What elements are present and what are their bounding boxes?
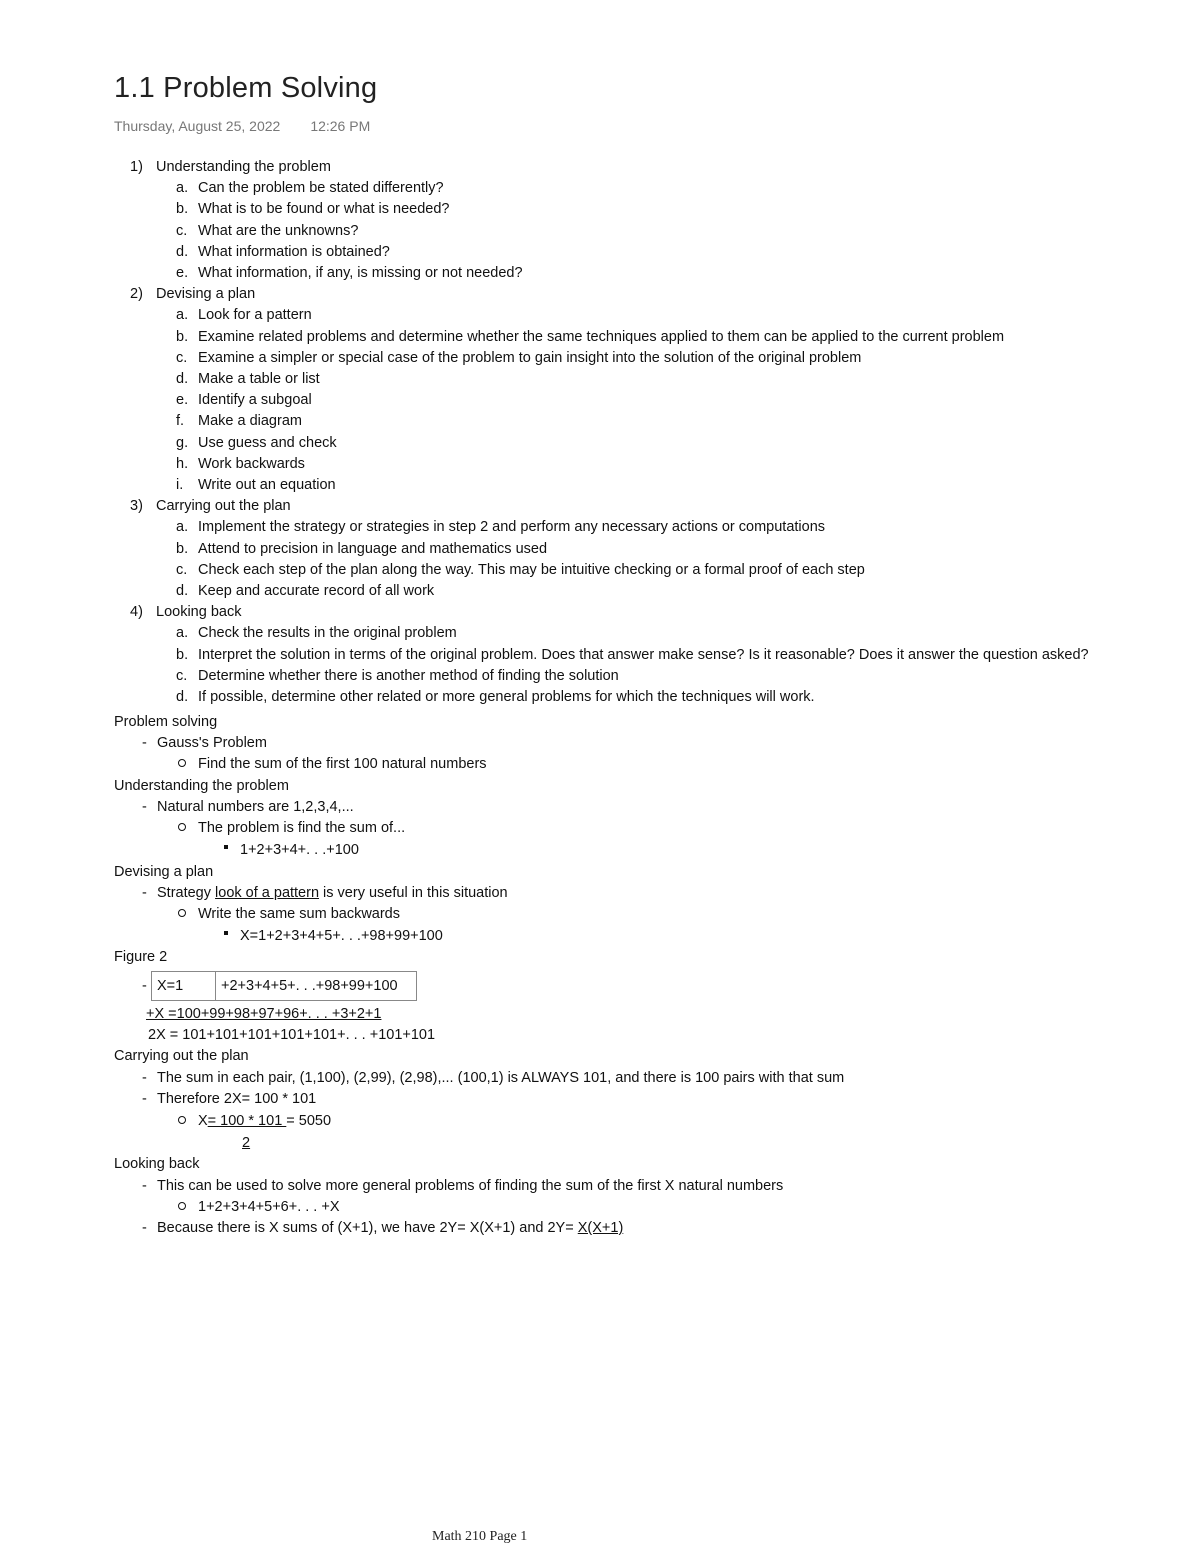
list-item [176,306,312,325]
list-item: - Natural numbers are 1,2,3,4,... [142,799,354,815]
page-time: 12:26 PM [310,118,371,134]
figure-sum-line: +X =100+99+98+97+96+. . . +3+2+1 [146,1006,382,1022]
list-item [176,582,434,601]
item-letter: c. [176,667,188,684]
item-letter: h. [176,455,189,472]
item-text: Make a table or list [198,371,320,387]
list-item: Write the same sum backwards [178,905,400,924]
list-item: - Gauss's Problem [142,735,267,751]
item-letter: a. [176,307,189,324]
circle-bullet-icon [178,1202,186,1210]
list-item [176,646,1089,665]
item-text: Keep and accurate record of all work [198,583,435,599]
item-text: What is to be found or what is needed? [198,201,450,218]
list-item [176,476,336,495]
list-item [176,179,444,198]
item-letter: i. [176,477,184,493]
list-item [176,455,305,474]
step-heading [130,603,241,622]
list-item [176,540,547,559]
item-text: What information, if any, is missing or not needed? [198,265,523,281]
item-text: Interpret the solution in terms of the original problem. Does that answer make sense? Is it reasonable? Does it answer the question asked? [198,646,1089,663]
item-text: What information is obtained? [198,243,390,260]
item-letter: c. [176,561,188,578]
item-text: Examine related problems and determine whether the same techniques applied to them can be applied to the current problem [198,328,1005,345]
item-text: Identify a subgoal [198,392,312,409]
item-letter: e. [176,392,189,409]
heading-devising: Devising a plan [114,864,214,880]
list-item [176,688,815,707]
circle-bullet-icon [178,759,186,767]
item-text: What are the unknowns? [198,222,359,239]
figure-total-line: 2X = 101+101+101+101+101+. . . +101+101 [148,1027,436,1043]
list-item: The problem is find the sum of... [178,819,405,838]
item-letter: c. [176,222,188,239]
step-heading [130,497,291,516]
item-text: Examine a simpler or special case of the problem to gain insight into the solution of the original problem [198,349,862,366]
step-number: 3) [130,498,143,515]
step-label: Understanding the problem [156,159,331,175]
item-letter: b. [176,201,189,218]
page-title: 1.1 Problem Solving [114,72,378,104]
square-bullet-icon [224,931,228,935]
item-letter: d. [176,583,189,599]
item-letter: c. [176,349,188,366]
figure-dash: - [142,978,147,994]
step-number: 1) [130,159,143,175]
step-heading [130,285,255,304]
item-text: Attend to precision in language and mathematics used [198,540,548,557]
item-letter: a. [176,180,189,197]
item-text: Check each step of the plan along the way. This may be intuitive checking or a formal proof of each step [198,561,865,578]
heading-figure: Figure 2 [114,949,168,965]
list-item [176,328,1004,347]
step-label: Devising a plan [156,286,256,303]
list-item [176,222,358,241]
list-item: Find the sum of the first 100 natural numbers [178,755,487,774]
list-item: - This can be used to solve more general problems of finding the sum of the first X natural numbers [142,1178,784,1194]
item-letter: g. [176,434,189,451]
heading-problem-solving: Problem solving [114,714,218,730]
heading-looking-back: Looking back [114,1156,200,1172]
heading-carrying: Carrying out the plan [114,1048,249,1064]
item-letter: e. [176,265,189,281]
list-item [176,349,861,368]
list-item [176,412,302,431]
item-letter: b. [176,328,189,345]
item-letter: d. [176,371,189,387]
list-item: 1+2+3+4+5+6+. . . +X [178,1198,340,1217]
item-text: Make a diagram [198,413,302,430]
item-letter: a. [176,625,189,642]
item-letter: f. [176,413,185,430]
figure-cell: +2+3+4+5+. . .+98+99+100 [216,972,417,1001]
list-item [176,243,390,262]
list-item: X= 100 * 101 = 5050 [178,1112,331,1131]
list-item [176,434,337,453]
list-item [176,561,865,580]
step-heading [130,158,331,177]
step-label: Carrying out the plan [156,498,291,515]
circle-bullet-icon [178,909,186,917]
step-label: Looking back [156,604,242,621]
item-text: Implement the strategy or strategies in step 2 and perform any necessary actions or computations [198,519,826,536]
list-item [176,624,457,643]
item-text: Check the results in the original problem [198,625,457,642]
item-letter: a. [176,519,189,536]
item-text: Work backwards [198,455,305,472]
page-meta [114,118,370,134]
item-text: Determine whether there is another method of finding the solution [198,667,619,684]
item-letter: d. [176,689,189,705]
item-letter: d. [176,243,189,260]
item-text: Write out an equation [198,477,336,493]
item-text: Can the problem be stated differently? [198,180,444,197]
list-item [176,391,312,410]
page-date: Thursday, August 25, 2022 [114,118,281,134]
circle-bullet-icon [178,1116,186,1124]
square-bullet-icon [224,845,228,849]
item-text: If possible, determine other related or more general problems for which the techniques will work. [198,689,815,705]
list-item: X=1+2+3+4+5+. . .+98+99+100 [224,927,443,946]
list-item [176,200,450,219]
item-letter: b. [176,540,189,557]
list-item: - The sum in each pair, (1,100), (2,99), (2,98),... (100,1) is ALWAYS 101, and there is 100 pairs with that sum [142,1070,845,1086]
fraction-denominator: 2 [242,1135,251,1151]
list-item [176,518,825,537]
figure-cell: X=1 [152,972,216,1001]
figure-table [151,971,417,1001]
page-footer: Math 210 Page 1 [432,1529,528,1544]
list-item: 1+2+3+4+. . .+100 [224,841,359,860]
item-text: Use guess and check [198,434,337,451]
list-item: - Strategy look of a pattern is very useful in this situation [142,885,508,901]
list-item [176,370,320,389]
list-item: - Because there is X sums of (X+1), we have 2Y= X(X+1) and 2Y= X(X+1) [142,1220,624,1236]
list-item [176,264,523,283]
item-letter: b. [176,646,189,663]
step-number: 2) [130,286,143,303]
list-item [176,667,619,686]
list-item: - Therefore 2X= 100 * 101 [142,1091,317,1107]
step-number: 4) [130,604,143,621]
heading-understanding: Understanding the problem [114,778,289,794]
circle-bullet-icon [178,823,186,831]
item-text: Look for a pattern [198,307,312,324]
